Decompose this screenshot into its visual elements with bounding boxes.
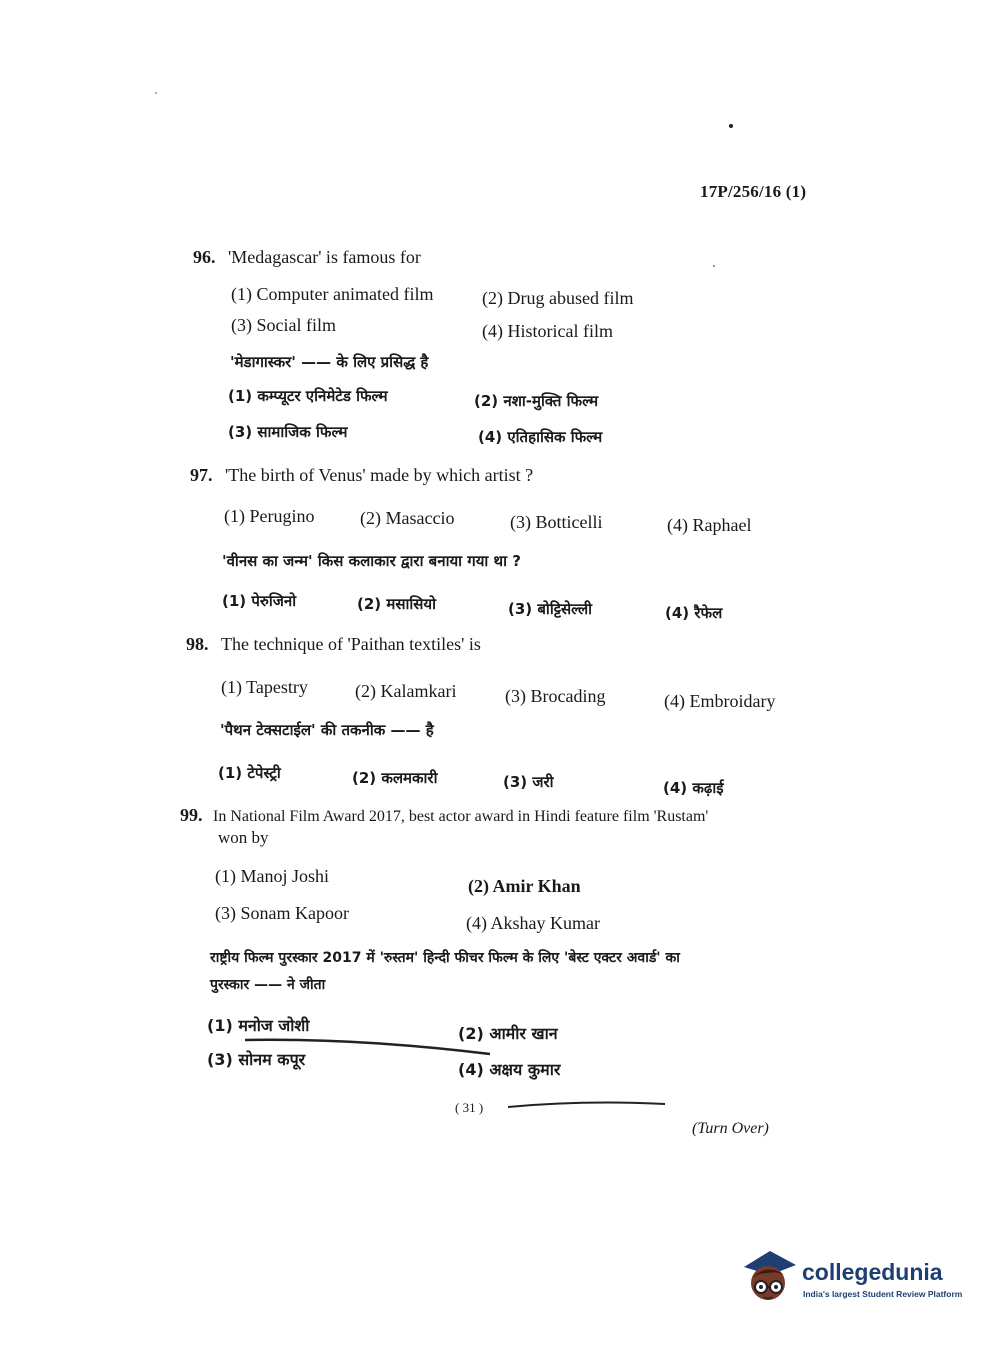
- question-number: 98.: [186, 634, 209, 654]
- option-3-hindi: (3) सामाजिक फिल्म: [228, 423, 348, 441]
- option-2-hindi: (2) नशा-मुक्ति फिल्म: [474, 392, 599, 410]
- mascot-icon: [738, 1245, 800, 1309]
- option-3: (3) Brocading: [505, 686, 606, 706]
- collegedunia-logo: [738, 1245, 970, 1313]
- option-1-hindi: (1) पेरुजिनो: [222, 592, 297, 610]
- scan-speck: [729, 124, 733, 128]
- question-text-hindi: 'वीनस का जन्म' किस कलाकार द्वारा बनाया गया था ?: [222, 552, 521, 570]
- brand-tagline: India's largest Student Review Platform: [803, 1289, 963, 1299]
- question-text: 'The birth of Venus' made by which artist ?: [225, 465, 534, 485]
- option-4-hindi: (4) अक्षय कुमार: [458, 1060, 561, 1079]
- question-text-hindi: राष्ट्रीय फिल्म पुरस्कार 2017 में 'रुस्तम' हिन्दी फीचर फिल्म के लिए 'बेस्ट एक्टर अवार्ड' का: [210, 950, 680, 966]
- option-4: (4) Raphael: [667, 515, 752, 535]
- option-4-hindi: (4) कढ़ाई: [663, 779, 724, 797]
- option-1-hindi: (1) टेपेस्ट्री: [218, 764, 281, 782]
- scan-speck: [155, 92, 157, 94]
- option-3-hindi: (3) बोट्टिसेल्ली: [508, 600, 593, 618]
- option-4-hindi: (4) एतिहासिक फिल्म: [478, 428, 603, 446]
- option-2: (2) Drug abused film: [482, 288, 634, 308]
- question-text: The technique of 'Paithan textiles' is: [221, 634, 481, 654]
- question-text-hindi-continued: पुरस्कार —— ने जीता: [210, 977, 326, 993]
- option-2: (2) Kalamkari: [355, 681, 457, 701]
- question-text: In National Film Award 2017, best actor award in Hindi feature film 'Rustam': [213, 808, 709, 825]
- option-3: (3) Social film: [231, 315, 336, 335]
- option-1: (1) Tapestry: [221, 677, 308, 697]
- option-2-hindi: (2) आमीर खान: [458, 1024, 558, 1043]
- option-4: (4) Akshay Kumar: [466, 913, 600, 933]
- option-1: (1) Perugino: [224, 506, 315, 526]
- question-text-continued: won by: [218, 828, 269, 847]
- question-text: 'Medagascar' is famous for: [228, 247, 421, 267]
- option-1: (1) Manoj Joshi: [215, 866, 329, 886]
- question-number: 97.: [190, 465, 213, 485]
- pen-stroke: [240, 1030, 500, 1060]
- turn-over-label: (Turn Over): [692, 1120, 769, 1137]
- brand-name: collegedunia: [802, 1259, 943, 1285]
- option-3: (3) Sonam Kapoor: [215, 903, 349, 923]
- paper-code: 17P/256/16 (1): [700, 182, 807, 201]
- pen-stroke: [505, 1098, 670, 1112]
- option-3-hindi: (3) सोनम कपूर: [207, 1050, 306, 1069]
- option-2-hindi: (2) मसासियो: [357, 595, 436, 613]
- option-3-hindi: (3) जरी: [503, 773, 554, 791]
- scan-speck: [713, 265, 715, 267]
- question-number: 96.: [193, 247, 216, 267]
- option-2: (2) Masaccio: [360, 508, 455, 528]
- option-4-hindi: (4) रैफेल: [665, 604, 723, 622]
- option-2-hindi: (2) कलमकारी: [352, 769, 438, 787]
- question-text-hindi: 'पैथन टेक्सटाईल' की तकनीक —— है: [220, 721, 434, 739]
- option-1-hindi: (1) कम्प्यूटर एनिमेटेड फिल्म: [228, 387, 388, 405]
- option-4: (4) Embroidary: [664, 691, 776, 711]
- option-1: (1) Computer animated film: [231, 284, 434, 304]
- option-2: (2) Amir Khan: [468, 876, 581, 896]
- option-1-hindi: (1) मनोज जोशी: [207, 1016, 310, 1035]
- question-number: 99.: [180, 805, 203, 825]
- question-text-hindi: 'मेडागास्कर' —— के लिए प्रसिद्ध है: [230, 353, 429, 371]
- page-number: ( 31 ): [455, 1100, 484, 1115]
- option-4: (4) Historical film: [482, 321, 613, 341]
- option-3: (3) Botticelli: [510, 512, 603, 532]
